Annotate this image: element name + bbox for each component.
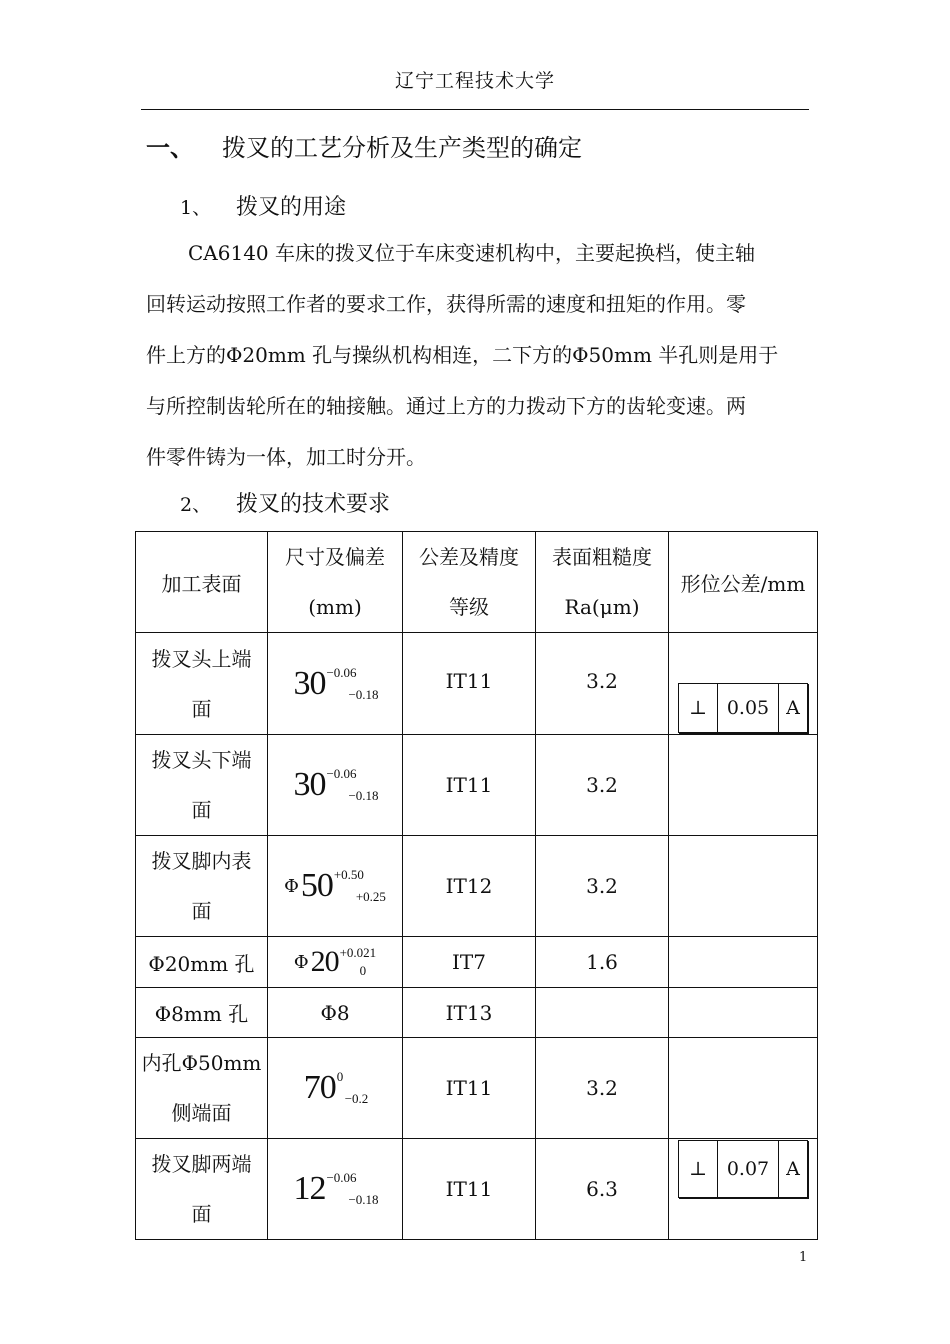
subsection-heading-2 <box>180 487 390 518</box>
table-row <box>136 988 818 1038</box>
header-divider <box>141 109 809 110</box>
table-row <box>136 937 818 988</box>
grade-cell: IT7 <box>403 937 536 988</box>
subsection-number: 1、 <box>180 197 212 219</box>
grade-cell: IT11 <box>403 1038 536 1139</box>
page-header-title: 辽宁工程技术大学 <box>394 70 555 92</box>
surface-cell: 拨叉脚内表 面 <box>136 836 268 937</box>
size-cell: 30 −0.06 −0.18 <box>268 735 403 836</box>
form-tolerance-cell <box>669 836 818 937</box>
tolerance-value: 0.05 <box>718 684 779 732</box>
table-row <box>136 633 818 735</box>
table-row <box>136 836 818 937</box>
form-tolerance-cell <box>669 633 818 735</box>
table-header-row <box>136 532 818 633</box>
paragraph-line: 与所控制齿轮所在的轴接触。通过上方的力拨动下方的齿轮变速。两 <box>146 394 746 418</box>
section-number: 一、 <box>146 133 194 162</box>
subsection-title: 拨叉的用途 <box>236 195 347 220</box>
form-tolerance-cell <box>669 735 818 836</box>
surface-cell: 拨叉头上端 面 <box>136 633 268 735</box>
roughness-cell: 3.2 <box>536 1038 669 1139</box>
size-cell: Φ 20 +0.021 0 <box>268 937 403 988</box>
subsection-heading-1 <box>180 190 346 221</box>
paragraph-line: 件零件铸为一体，加工时分开。 <box>146 445 426 469</box>
paragraph-line: 件上方的Φ20mm 孔与操纵机构相连，二下方的Φ50mm 半孔则是用于 <box>146 343 779 367</box>
size-cell: Φ 50 +0.50 +0.25 <box>268 836 403 937</box>
header-form-tolerance: 形位公差/mm <box>669 532 818 633</box>
grade-cell: IT11 <box>403 633 536 735</box>
size-cell: 30 −0.06 −0.18 <box>268 633 403 735</box>
table-row <box>136 1139 818 1240</box>
header-grade: 公差及精度 等级 <box>403 532 536 633</box>
surface-cell: Φ8mm 孔 <box>136 988 268 1038</box>
surface-cell: 内孔Φ50mm 侧端面 <box>136 1038 268 1139</box>
surface-cell: 拨叉头下端 面 <box>136 735 268 836</box>
paragraph-purpose <box>146 228 811 483</box>
datum-reference: A <box>786 1158 800 1180</box>
header-roughness: 表面粗糙度 Ra(μm) <box>536 532 669 633</box>
tolerance-frame <box>678 1140 808 1198</box>
tech-requirements-table <box>135 531 818 1240</box>
tolerance-value: 0.07 <box>718 1141 779 1197</box>
section-heading <box>146 128 582 163</box>
size-cell: 70 0 −0.2 <box>268 1038 403 1139</box>
datum-reference: A <box>786 697 800 719</box>
header-surface: 加工表面 <box>136 532 268 633</box>
subsection-number: 2、 <box>180 494 212 516</box>
grade-cell: IT11 <box>403 735 536 836</box>
surface-cell: 拨叉脚两端 面 <box>136 1139 268 1240</box>
size-cell: Φ8 <box>268 988 403 1038</box>
roughness-cell: 1.6 <box>536 937 669 988</box>
surface-cell: Φ20mm 孔 <box>136 937 268 988</box>
roughness-cell: 3.2 <box>536 836 669 937</box>
form-tolerance-cell <box>669 937 818 988</box>
roughness-cell: 6.3 <box>536 1139 669 1240</box>
size-cell: 12 −0.06 −0.18 <box>268 1139 403 1240</box>
page-number: 1 <box>799 1250 808 1265</box>
section-title: 拨叉的工艺分析及生产类型的确定 <box>222 134 582 162</box>
perpendicularity-icon: ⊥ <box>679 1141 718 1197</box>
table-row <box>136 735 818 836</box>
form-tolerance-cell <box>669 988 818 1038</box>
grade-cell: IT11 <box>403 1139 536 1240</box>
form-tolerance-cell <box>669 1139 818 1240</box>
roughness-cell: 3.2 <box>536 735 669 836</box>
grade-cell: IT12 <box>403 836 536 937</box>
paragraph-line: CA6140 车床的拨叉位于车床变速机构中，主要起换档，使主轴 <box>188 241 756 265</box>
header-size: 尺寸及偏差 (mm) <box>268 532 403 633</box>
paragraph-line: 回转运动按照工作者的要求工作，获得所需的速度和扭矩的作用。零 <box>146 292 746 316</box>
roughness-cell: 3.2 <box>536 633 669 735</box>
subsection-title: 拨叉的技术要求 <box>236 492 391 517</box>
perpendicularity-icon: ⊥ <box>679 684 718 732</box>
table-row <box>136 1038 818 1139</box>
form-tolerance-cell <box>669 1038 818 1139</box>
tolerance-frame <box>678 683 808 733</box>
roughness-cell <box>536 988 669 1038</box>
grade-cell: IT13 <box>403 988 536 1038</box>
